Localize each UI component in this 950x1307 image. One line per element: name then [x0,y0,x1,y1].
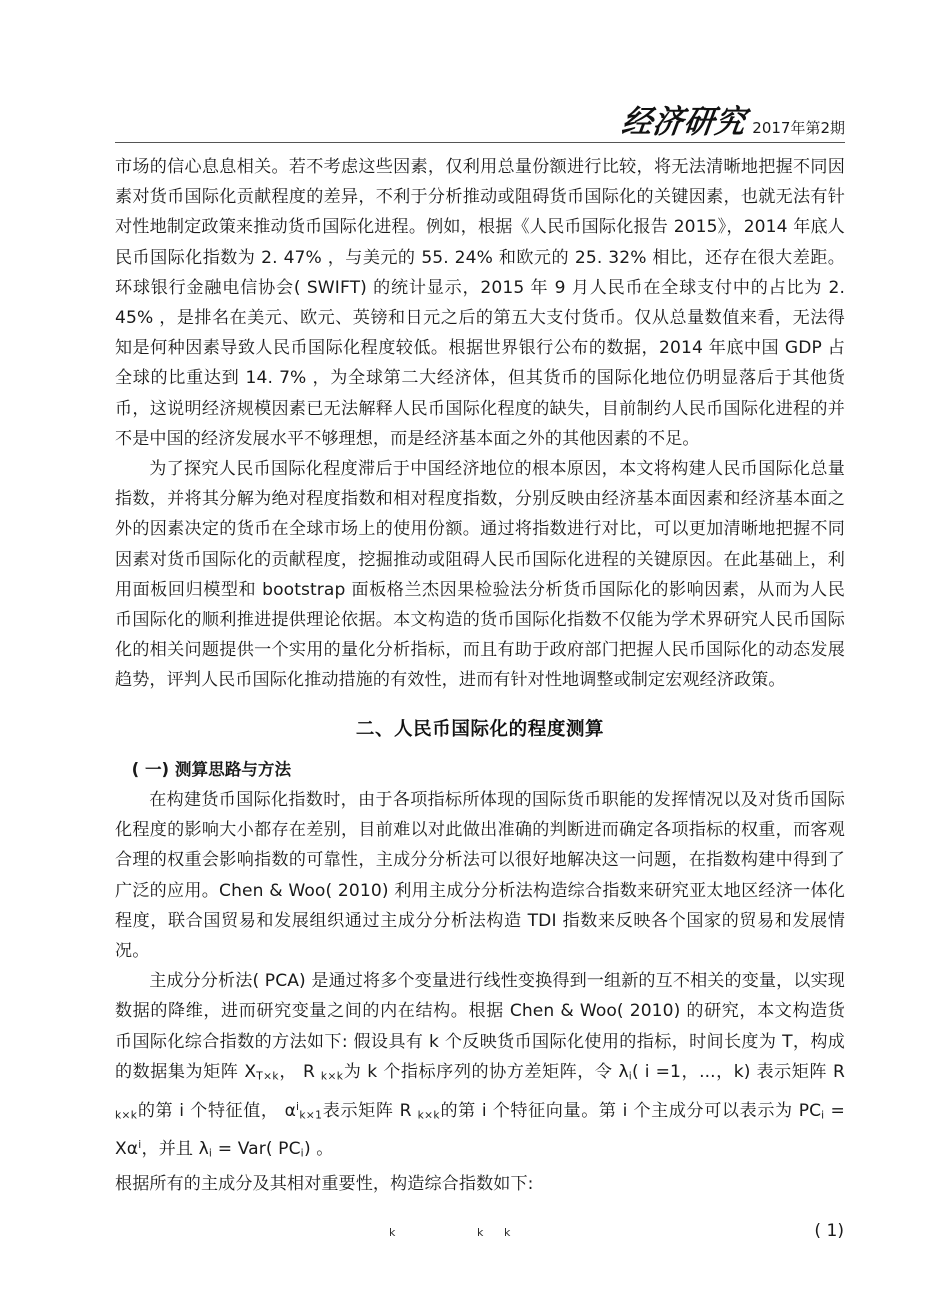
pca-text-seg-11: ) 。 [303,1139,334,1160]
journal-logo: 经济研究 [619,103,749,142]
equation-summation-mark-2: k [477,1226,484,1240]
pca-superscript-8: i [138,1139,142,1152]
paragraph-motivation: 为了探究人民币国际化程度滞后于中国经济地位的根本原因，本文将构建人民币国际化总量指数，并将其分解为绝对程度指数和相对程度指数，分别反映由经济基本面因素和经济基本面之外的因素决定的货币在全球市场上的使用份额。通过将指数进行对比，可以更加清晰地把握不同因素对货币国际化的贡献程度，挖掘推动或阻碍人民币国际化进程的关键原因。在此基础上，利用面板回归模型和 bootstrap 面板格兰杰因果检验法分析货币国际化的影响因素，从而为人民币国际化的顺利推进提供理论依据。本文构造的货币国际化指数不仅能为学术界研究人民币国际化的相关问题提供一个实用的量化分析指标，而且有助于政府部门把握人民币国际化的动态发展趋势，评判人民币国际化推动措施的有效性，进而有针对性地调整或制定宏观经济政策。 [115,459,845,691]
pca-text-seg-5: 的第 i 个特征值， α [137,1100,296,1121]
paragraph-continuation: 市场的信心息息相关。若不考虑这些因素，仅利用总量份额进行比较，将无法清晰地把握不同因素对货币国际化贡献程度的差异，不利于分析推动或阻碍货币国际化的关键因素，也就无法有针对性地制定政策来推动货币国际化进程。例如，根据《人民币国际化报告 2015》，2014 年底人民币国际化指数为 2. 47% ，与美元的 55. 24% 和欧元的 25. 32% 相比，还存在很大差距。环球银行金融电信协会( SWIFT) 的统计显示，2015 年 9 月人民币在全球支付中的占比为 2. 45% ，是排名在美元、欧元、英镑和日元之后的第五大支付货币。仅从总量数值来看，无法得知是何种因素导致人民币国际化程度较低。根据世界银行公布的数据，2014 年底中国 GDP 占全球的比重达到 14. 7% ，为全球第二大经济体，但其货币的国际化地位仍明显落后于其他货币，这说明经济规模因素已无法解释人民币国际化程度的缺失，目前制约人民币国际化进程的并不是中国的经济发展水平不够理想，而是经济基本面之外的其他因素的不足。 [115,157,845,449]
section-heading: 二、人民币国际化的程度测算 [355,718,605,740]
pca-subscript-7: i [821,1109,825,1122]
pca-subscript-4: k×k [115,1109,138,1122]
journal-issue-label: 2017年第2期 [752,119,845,137]
pca-subscript-9: i [208,1147,213,1160]
pca-text-seg-9: ，并且 λ [141,1139,209,1160]
paragraph-pca-definition [115,966,845,1169]
paragraph-composite-index-lead: 根据所有的主成分及其相对重要性，构造综合指数如下: [115,1174,534,1195]
equation-summation-mark-3: k [504,1226,511,1240]
pca-text-seg-4: ( i =1，...，k) 表示矩阵 R [632,1061,845,1082]
pca-superscript-5: i [296,1100,300,1113]
header-divider [115,142,845,143]
pca-subscript-1: T×k [256,1070,279,1083]
pca-text-seg-3: 为 k 个指标序列的协方差矩阵，令 λ [343,1061,629,1082]
pca-text-seg-2: ， R [278,1061,321,1082]
equation-summation-mark-1: k [389,1226,396,1240]
pca-text-seg-10: = Var( PC [212,1139,301,1160]
pca-subscript-10: i [300,1147,304,1160]
paragraph-index-construction: 在构建货币国际化指数时，由于各项指标所体现的国际货币职能的发挥情况以及对货币国际化程度的影响大小都存在差别，目前难以对此做出准确的判断进而确定各项指标的权重，而客观合理的权重会影响指数的可靠性，主成分分析法可以很好地解决这一问题，在指数构建中得到了广泛的应用。Chen & Woo( 2010) 利用主成分分析法构造综合指数来研究亚太地区经济一体化程度，联合国贸易和发展组织通过主成分分析法构造 TDI 指数来反映各个国家的贸易和发展情况。 [115,790,845,962]
pca-text-seg-8: = Xα [115,1100,845,1160]
document-body [115,152,845,1277]
pca-subscript-3: i [628,1070,633,1083]
equation-block [115,1213,845,1277]
pca-subscript-2: k×k [320,1070,344,1083]
pca-subscript-6: k×k [417,1109,440,1122]
equation-number: ( 1) [814,1221,844,1242]
header-inner [115,96,845,142]
sub-heading: ( 一) 测算思路与方法 [131,759,292,779]
pca-text-seg-7: 的第 i 个特征向量。第 i 个主成分可以表示为 PC [439,1100,822,1121]
pca-text-seg-1: 主成分分析法( PCA) 是通过将多个变量进行线性变换得到一组新的互不相关的变量，以实现数据的降维，进而研究变量之间的内在结构。根据 Chen & Woo( 2010) 的研究，本文构造货币国际化综合指数的方法如下: 假设具有 k 个反映货币国际化使用的指标，时间长度为 T，构成的数据集为矩阵 X [115,971,845,1082]
page-header [115,96,845,144]
pca-subscript-5: k×1 [299,1109,323,1122]
pca-text-seg-6: 表示矩阵 R [322,1100,418,1121]
